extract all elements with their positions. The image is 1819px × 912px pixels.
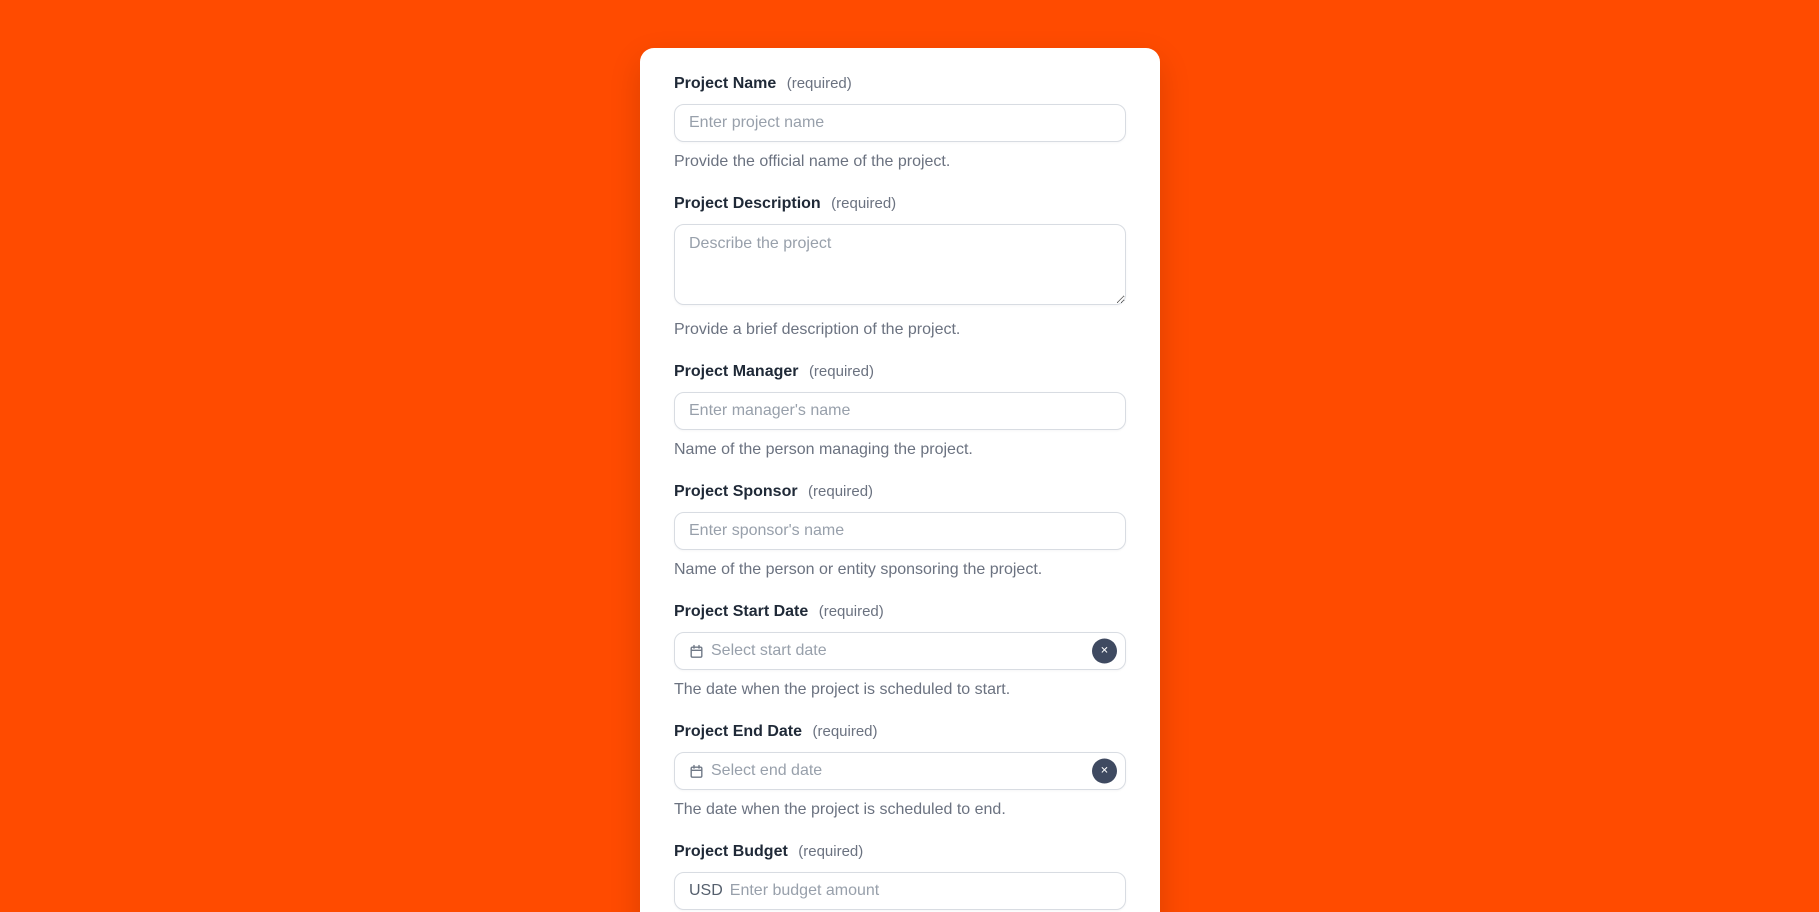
calendar-icon [689, 764, 704, 779]
required-indicator: (required) [808, 483, 874, 500]
project-manager-help: Name of the person managing the project. [674, 441, 973, 458]
field-project-end-date [674, 722, 1126, 820]
project-start-date-label: Project Start Date [674, 603, 809, 620]
project-name-help: Provide the official name of the project. [674, 153, 951, 170]
field-label-row [674, 74, 1126, 94]
project-form-card [640, 48, 1160, 912]
project-manager-input[interactable] [674, 392, 1126, 430]
end-date-picker[interactable] [674, 752, 1126, 790]
project-budget-label: Project Budget [674, 843, 788, 860]
project-sponsor-input[interactable] [674, 512, 1126, 550]
project-end-date-label: Project End Date [674, 723, 803, 740]
clear-start-date-button[interactable] [1092, 639, 1117, 664]
clear-end-date-button[interactable] [1092, 759, 1117, 784]
project-description-label: Project Description [674, 195, 821, 212]
field-project-sponsor [674, 482, 1126, 580]
project-sponsor-help: Name of the person or entity sponsoring the project. [674, 561, 1043, 578]
required-indicator: (required) [818, 603, 884, 620]
clear-icon: ✕ [1100, 645, 1109, 656]
project-manager-label: Project Manager [674, 363, 799, 380]
field-label-row [674, 602, 1126, 622]
project-name-input[interactable] [674, 104, 1126, 142]
budget-input-wrapper [674, 872, 1126, 910]
field-label-row [674, 722, 1126, 742]
field-project-budget [674, 842, 1126, 910]
project-name-label: Project Name [674, 75, 777, 92]
clear-icon: ✕ [1100, 765, 1109, 776]
field-project-start-date [674, 602, 1126, 700]
project-end-date-help: The date when the project is scheduled to end. [674, 801, 1006, 818]
project-description-textarea[interactable] [674, 224, 1126, 305]
field-label-row [674, 482, 1126, 502]
end-date-placeholder: Select end date [711, 762, 823, 779]
required-indicator: (required) [808, 363, 874, 380]
start-date-placeholder: Select start date [711, 642, 827, 659]
required-indicator: (required) [786, 75, 852, 92]
required-indicator: (required) [812, 723, 878, 740]
field-project-manager [674, 362, 1126, 460]
project-budget-input[interactable] [730, 882, 1111, 900]
field-label-row [674, 194, 1126, 214]
field-label-row [674, 842, 1126, 862]
start-date-picker[interactable] [674, 632, 1126, 670]
currency-prefix: USD [689, 882, 723, 899]
field-project-description [674, 194, 1126, 340]
calendar-icon [689, 644, 704, 659]
field-project-name [674, 74, 1126, 172]
project-sponsor-label: Project Sponsor [674, 483, 798, 500]
field-label-row [674, 362, 1126, 382]
required-indicator: (required) [798, 843, 864, 860]
required-indicator: (required) [831, 195, 897, 212]
project-start-date-help: The date when the project is scheduled to start. [674, 681, 1011, 698]
project-description-help: Provide a brief description of the project. [674, 321, 961, 338]
